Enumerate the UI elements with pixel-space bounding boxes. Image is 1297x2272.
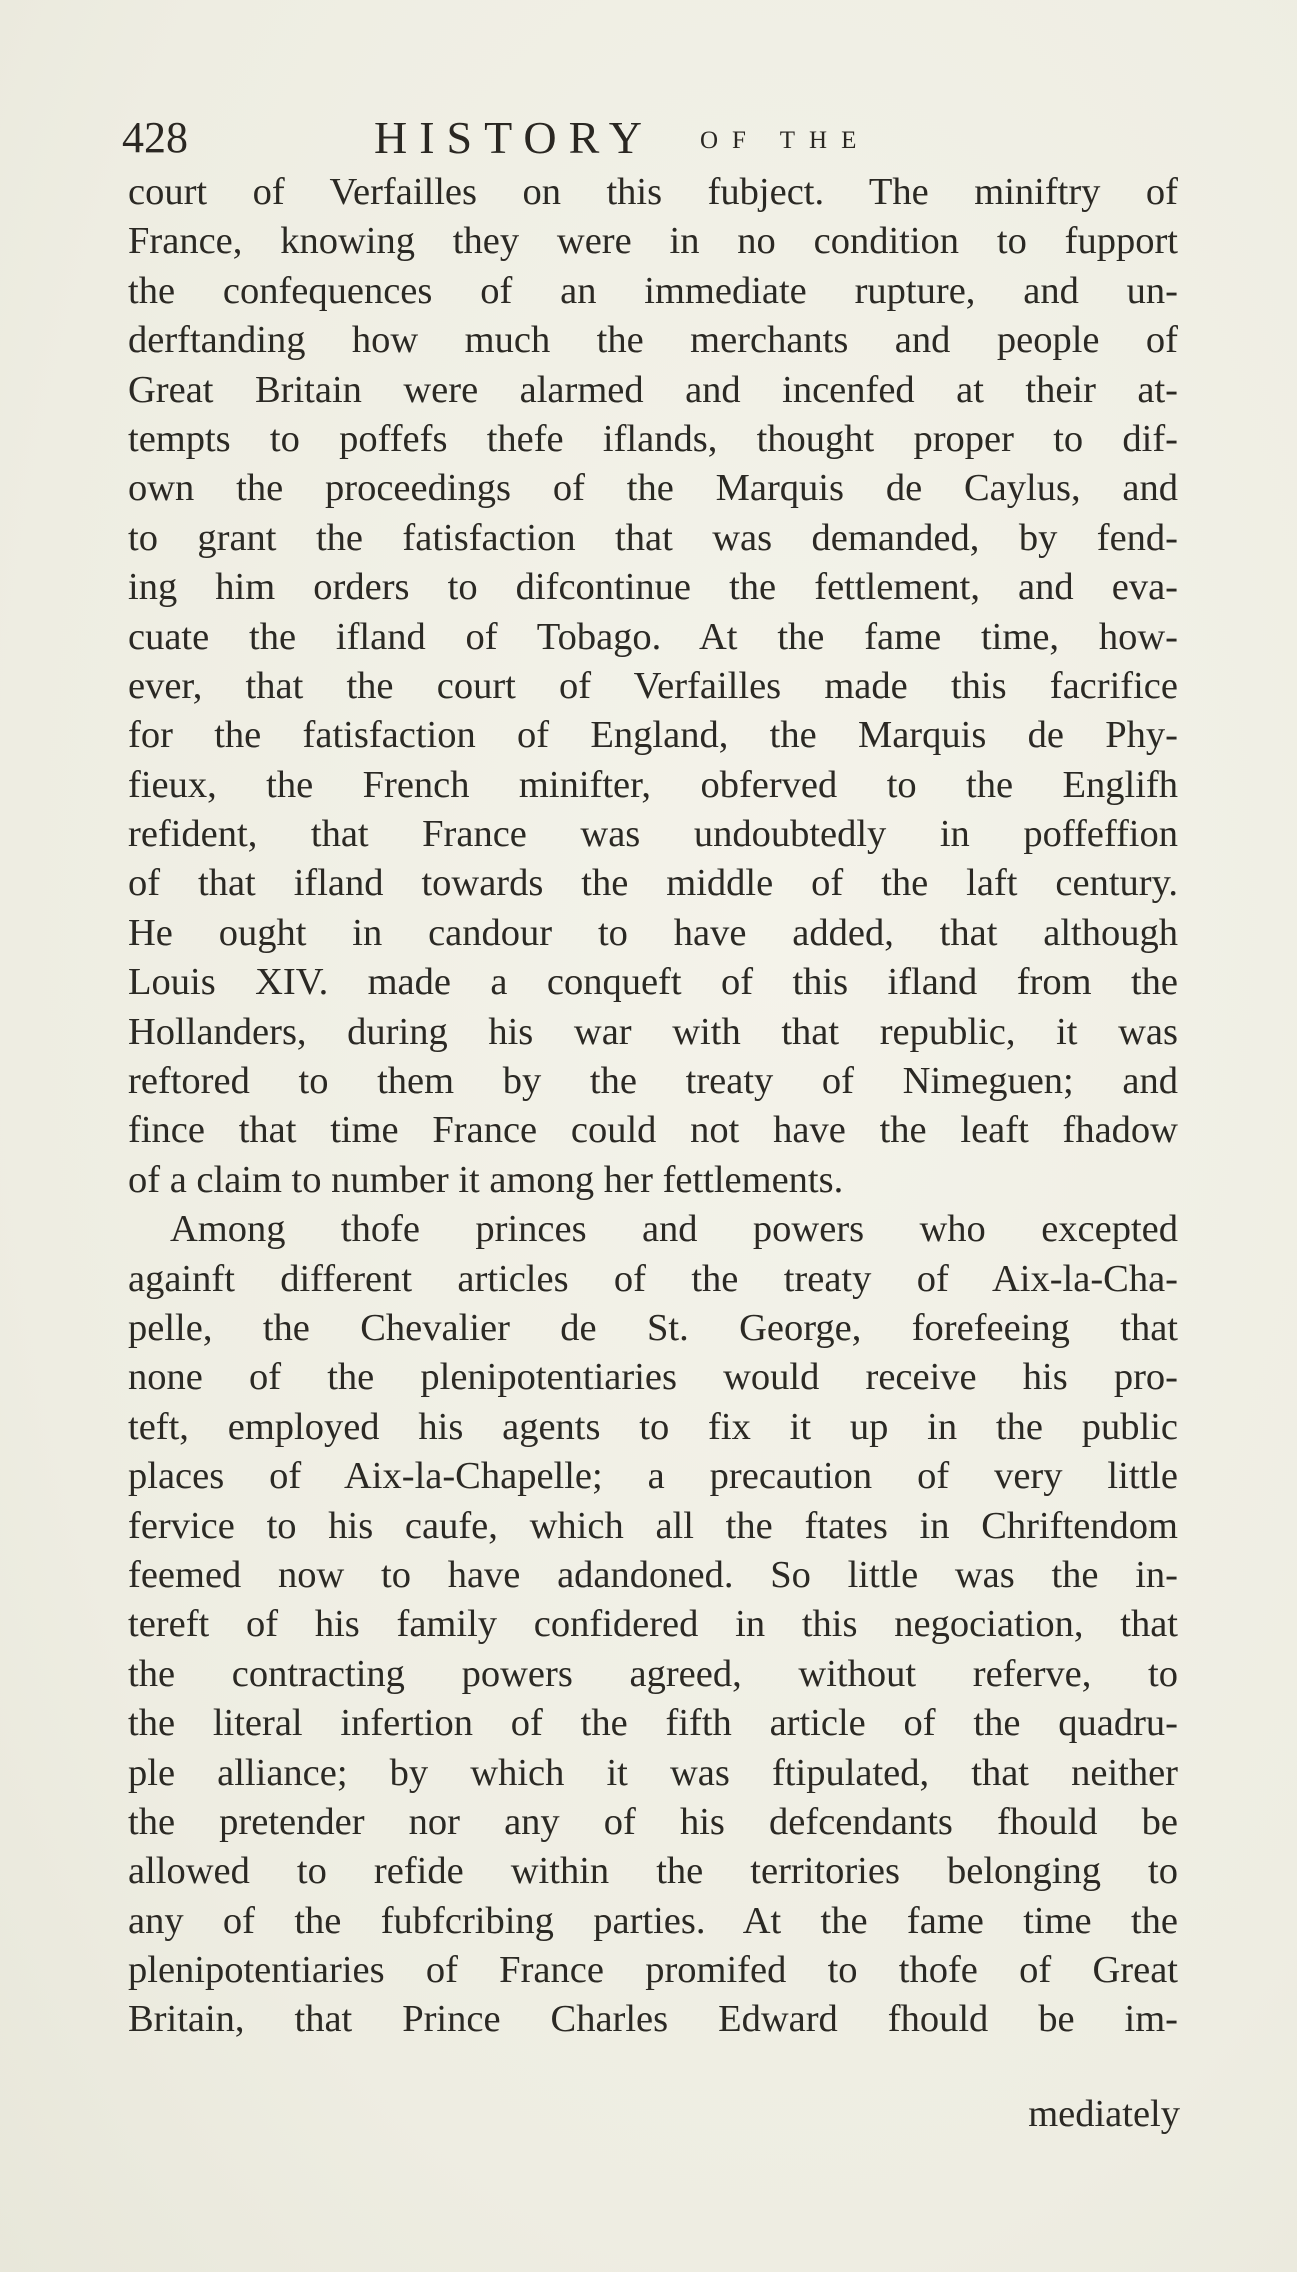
text-line: tereft of his family confidered in this negociation, that — [128, 1603, 1178, 1646]
text-line: ple alliance; by which it was ftipulated, that neither — [128, 1751, 1178, 1794]
text-line: the contracting powers agreed, without referve, to — [128, 1652, 1178, 1695]
text-line: tempts to poffefs thefe iflands, thought proper to dif- — [128, 417, 1178, 460]
text-line: againft different articles of the treaty of Aix-la-Cha- — [128, 1257, 1178, 1300]
text-line: own the proceedings of the Marquis de Caylus, and — [128, 467, 1178, 510]
text-line: of that ifland towards the middle of the laft century. — [128, 862, 1178, 905]
text-line: the confequences of an immediate rupture, and un- — [128, 269, 1178, 312]
text-line: fervice to his caufe, which all the ftates in Chriftendom — [128, 1504, 1178, 1547]
text-line: France, knowing they were in no condition to fupport — [128, 220, 1178, 263]
text-line: none of the plenipotentiaries would receive his pro- — [128, 1356, 1178, 1399]
catchword: mediately — [1028, 2093, 1180, 2135]
text-line: plenipotentiaries of France promifed to thofe of Great — [128, 1949, 1178, 1992]
text-line: allowed to refide within the territories belonging to — [128, 1850, 1178, 1893]
text-line: any of the fubfcribing parties. At the fame time the — [128, 1899, 1178, 1942]
text-line: fieux, the French minifter, obferved to the Englifh — [128, 763, 1178, 806]
body-text — [128, 168, 1178, 2045]
text-line: ever, that the court of Verfailles made this facrifice — [128, 664, 1178, 707]
text-line: to grant the fatisfaction that was demanded, by fend- — [128, 516, 1178, 559]
text-line: feemed now to have adandoned. So little was the in- — [128, 1553, 1178, 1596]
text-line: He ought in candour to have added, that although — [128, 911, 1178, 954]
running-header — [122, 108, 1182, 168]
text-line: Louis XIV. made a conqueft of this ifland from the — [128, 961, 1178, 1004]
text-line: derftanding how much the merchants and people of — [128, 319, 1178, 362]
text-line: of a claim to number it among her fettlements. — [128, 1158, 844, 1201]
text-line: Among thofe princes and powers who excepted — [170, 1208, 1178, 1251]
text-line: refident, that France was undoubtedly in poffeffion — [128, 813, 1178, 856]
page-number: 428 — [122, 113, 188, 162]
text-line: pelle, the Chevalier de St. George, forefeeing that — [128, 1306, 1178, 1349]
text-line: for the fatisfaction of England, the Marquis de Phy- — [128, 714, 1178, 757]
text-line: places of Aix-la-Chapelle; a precaution of very little — [128, 1455, 1178, 1498]
text-line: Britain, that Prince Charles Edward fhould be im- — [128, 1998, 1178, 2041]
text-line: teft, employed his agents to fix it up in the public — [128, 1405, 1178, 1448]
text-line: reftored to them by the treaty of Nimeguen; and — [128, 1060, 1178, 1103]
text-line: Great Britain were alarmed and incenfed at their at- — [128, 368, 1178, 411]
text-line: ing him orders to difcontinue the fettlement, and eva- — [128, 566, 1178, 609]
text-line: fince that time France could not have the leaft fhadow — [128, 1109, 1178, 1152]
running-head-title: HISTORY — [374, 112, 654, 163]
running-head-small: OF THE — [700, 127, 871, 154]
text-line: cuate the ifland of Tobago. At the fame time, how- — [128, 615, 1178, 658]
text-line: the pretender nor any of his defcendants fhould be — [128, 1800, 1178, 1843]
text-line: Hollanders, during his war with that republic, it was — [128, 1010, 1178, 1053]
text-line: the literal infertion of the fifth article of the quadru- — [128, 1702, 1178, 1745]
text-line: court of Verfailles on this fubject. The miniftry of — [128, 171, 1178, 213]
